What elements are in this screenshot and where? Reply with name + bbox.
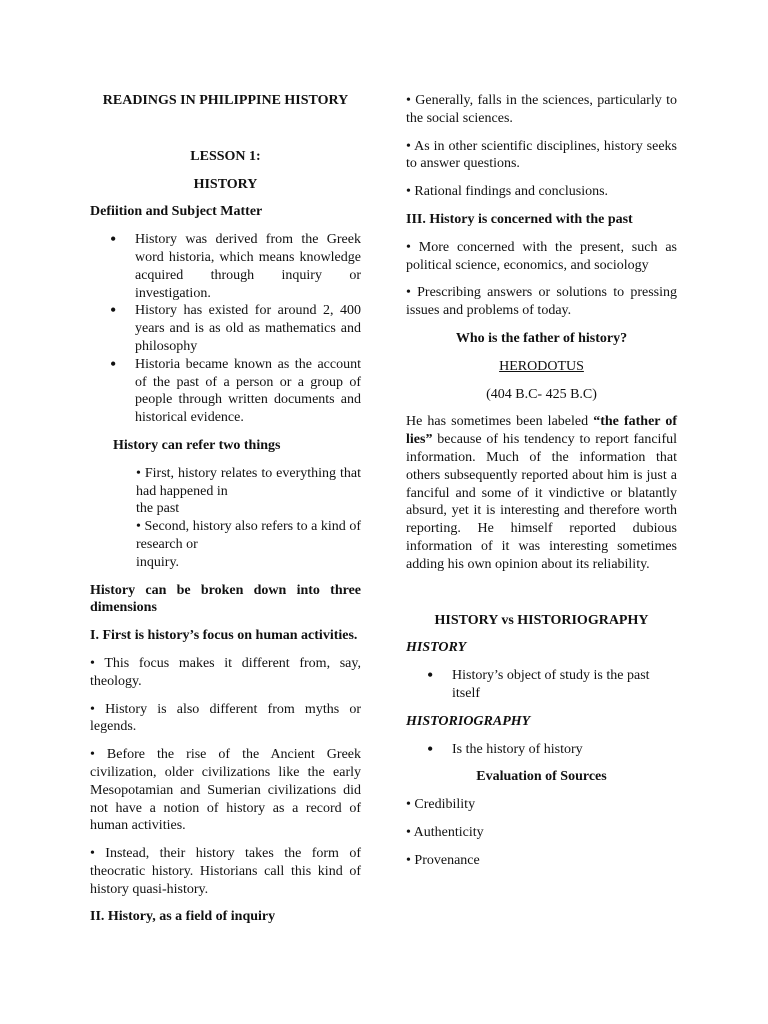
list-item: • History’s object of study is the past itself xyxy=(406,667,677,703)
definition-heading: Defiition and Subject Matter xyxy=(90,204,263,220)
para-intro: He has sometimes been labeled xyxy=(406,414,594,430)
refer-block xyxy=(90,465,361,572)
para-rest: because of his tendency to report fanciful information. Much of the information that others subsequently reported about him is just a fanciful and some of it vindictive or blatantly absurd, yet it is interesting and therefore worth reporting. He himself reported dubious information of it was interesting sometimes adding his own opinion about its reliability. xyxy=(406,432,677,572)
evaluation-item: • Authenticity xyxy=(406,824,484,840)
dimension-1-paragraph: • Instead, their history takes the form of theocratic history. Historians call this kind of history quasi-history. xyxy=(90,846,361,897)
evaluation-item: • Credibility xyxy=(406,797,476,813)
list-item: • History was derived from the Greek word historia, which means knowledge acquired through inquiry or investigation. xyxy=(90,231,361,302)
refer-line: the past xyxy=(136,501,180,517)
refer-line: • Second, history also refers to a kind of research or xyxy=(136,519,361,552)
father-of-lies-phrase: “the father of lies” xyxy=(406,414,678,448)
document-title: READINGS IN PHILIPPINE HISTORY xyxy=(102,93,349,108)
list-item: • Is the history of history xyxy=(406,741,677,759)
lesson-number: LESSON 1: xyxy=(190,148,261,164)
father-name-text: HERODOTUS xyxy=(499,358,584,374)
evaluation-heading: Evaluation of Sources xyxy=(476,769,607,785)
dimension-1-heading: I. First is history’s focus on human activities. xyxy=(90,628,358,644)
father-question: Who is the father of history? xyxy=(455,330,628,346)
definition-list xyxy=(90,231,361,427)
refer-line: inquiry. xyxy=(136,554,180,570)
dimension-2-paragraph: • Rational findings and conclusions. xyxy=(406,184,609,200)
dimensions-heading: History can be broken down into three dimensions xyxy=(90,582,361,616)
dimension-3-paragraph: • More concerned with the present, such as political science, economics, and sociology xyxy=(406,239,677,273)
dimension-3-heading: III. History is concerned with the past xyxy=(406,211,633,227)
dimension-2-paragraph: • As in other scientific disciplines, history seeks to answer questions. xyxy=(406,138,677,172)
dimension-2-paragraph: • Generally, falls in the sciences, particularly to the social sciences. xyxy=(406,93,677,126)
dimension-3-paragraph: • Prescribing answers or solutions to pressing issues and problems of today. xyxy=(406,285,677,319)
refer-heading: History can refer two things xyxy=(113,437,281,453)
dimension-1-paragraph: • Before the rise of the Ancient Greek civilization, older civilizations like the early Mesopotamian and Sumerian civilizations did not have a notion of history as a record of human activities. xyxy=(90,747,361,834)
history-list xyxy=(406,667,677,703)
history-label: HISTORY xyxy=(406,640,467,656)
historiography-label: HISTORIOGRAPHY xyxy=(406,713,531,729)
right-column xyxy=(406,92,677,870)
left-column xyxy=(90,92,361,926)
dimension-1-paragraph: • This focus makes it different from, say, theology. xyxy=(90,655,361,689)
history-vs-historiography-heading: HISTORY vs HISTORIOGRAPHY xyxy=(434,612,649,628)
historiography-list xyxy=(406,741,677,759)
dimension-2-heading: II. History, as a field of inquiry xyxy=(90,909,276,925)
refer-line: • First, history relates to everything that had happened in xyxy=(136,465,361,499)
list-item: • Historia became known as the account of the past of a person or a group of people through written documents and historical evidence. xyxy=(90,356,361,427)
father-name xyxy=(406,358,677,376)
herodotus-paragraph xyxy=(406,413,677,573)
list-item: • History has existed for around 2, 400 years and is as old as mathematics and philosophy xyxy=(90,302,361,355)
father-dates: (404 B.C- 425 B.C) xyxy=(486,386,597,402)
lesson-title: HISTORY xyxy=(193,176,258,192)
dimension-1-paragraph: • History is also different from myths or legends. xyxy=(90,701,361,735)
evaluation-item: • Provenance xyxy=(406,852,480,868)
